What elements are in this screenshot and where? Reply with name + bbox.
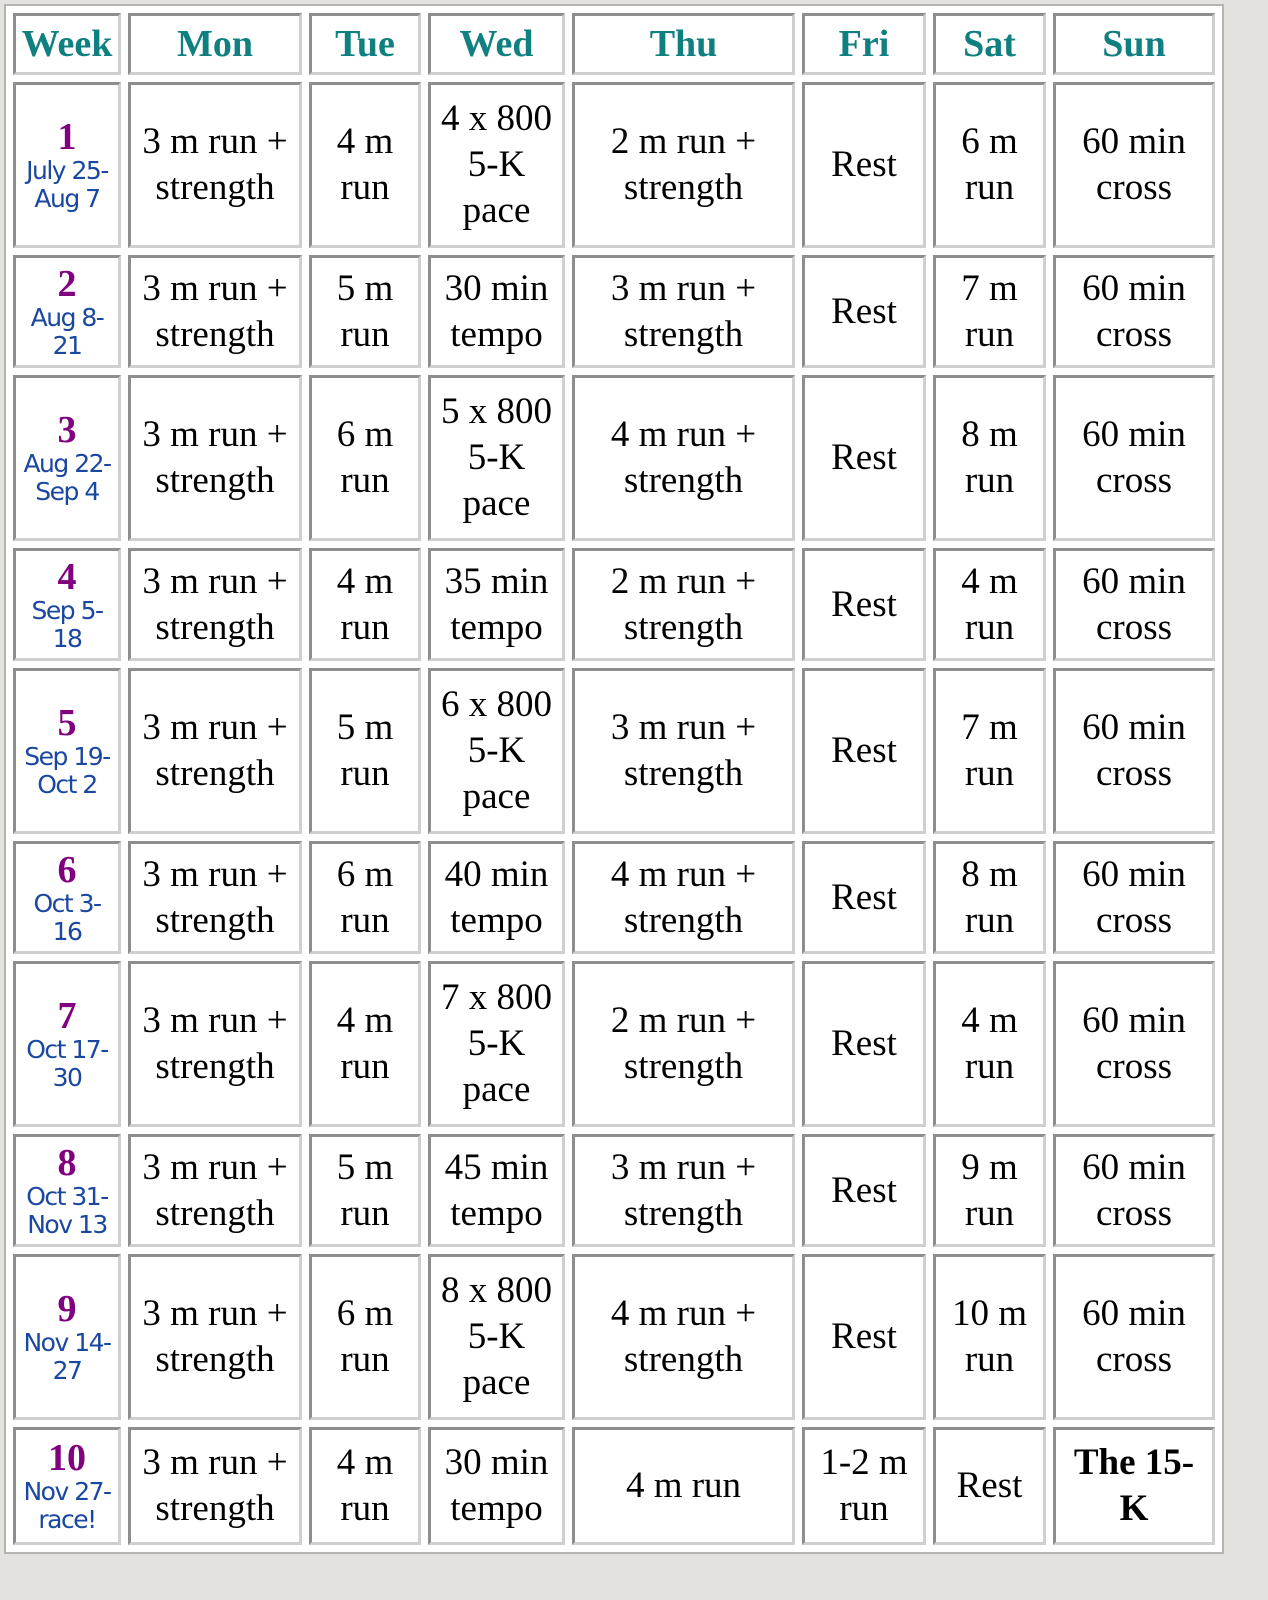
week-dates: Aug 8-21: [30, 302, 104, 360]
week-number: 7: [57, 995, 77, 1037]
workout-cell-thu: 4 m run + strength: [572, 841, 795, 954]
training-schedule-table: [4, 4, 1224, 1554]
week-number: 8: [57, 1141, 77, 1184]
workout-cell-tue: 5 m run: [309, 255, 421, 368]
workout-cell-thu: 4 m run: [572, 1427, 795, 1545]
workout-cell-sat: 4 m run: [933, 548, 1046, 661]
workout-cell-sun: 60 min cross: [1053, 1254, 1215, 1420]
week-dates: Oct 17-30: [26, 1035, 108, 1092]
workout-cell-sun: 60 min cross: [1053, 255, 1215, 368]
week-dates: Sep 19- Oct 2: [24, 742, 110, 799]
week-cell: [13, 961, 121, 1127]
workout-cell-sun: 60 min cross: [1053, 841, 1215, 954]
week-dates: Oct 31- Nov 13: [26, 1181, 108, 1239]
workout-cell-wed: 30 min tempo: [428, 1427, 565, 1545]
week-cell: [13, 375, 121, 541]
workout-cell-sat: 10 m run: [933, 1254, 1046, 1420]
workout-cell-sun: 60 min cross: [1053, 961, 1215, 1127]
workout-cell-fri: Rest: [802, 548, 926, 661]
week-number: 5: [57, 702, 77, 744]
workout-cell-mon: 3 m run + strength: [128, 961, 302, 1127]
week-cell: [13, 548, 121, 661]
workout-cell-wed: 7 x 800 5-K pace: [428, 961, 565, 1127]
week-number: 3: [57, 409, 77, 451]
table-row: [13, 1254, 1215, 1420]
week-cell: [13, 841, 121, 954]
table-row: [13, 375, 1215, 541]
header-week: Week: [13, 13, 121, 75]
workout-cell-sat: 8 m run: [933, 841, 1046, 954]
header-fri: Fri: [802, 13, 926, 75]
week-number: 1: [57, 116, 77, 158]
workout-cell-fri: Rest: [802, 841, 926, 954]
workout-cell-fri: Rest: [802, 82, 926, 248]
workout-cell-fri: 1-2 m run: [802, 1427, 926, 1545]
workout-cell-mon: 3 m run + strength: [128, 1427, 302, 1545]
workout-cell-mon: 3 m run + strength: [128, 668, 302, 834]
workout-cell-tue: 6 m run: [309, 375, 421, 541]
workout-cell-tue: 5 m run: [309, 1134, 421, 1247]
workout-cell-sun: 60 min cross: [1053, 82, 1215, 248]
table-row: [13, 961, 1215, 1127]
workout-cell-tue: 6 m run: [309, 1254, 421, 1420]
workout-cell-sat: Rest: [933, 1427, 1046, 1545]
workout-cell-tue: 4 m run: [309, 1427, 421, 1545]
workout-cell-fri: Rest: [802, 1134, 926, 1247]
workout-cell-thu: 2 m run + strength: [572, 961, 795, 1127]
week-dates: Oct 3-16: [33, 888, 101, 946]
workout-cell-thu: 2 m run + strength: [572, 548, 795, 661]
workout-cell-sun: 60 min cross: [1053, 548, 1215, 661]
workout-cell-mon: 3 m run + strength: [128, 548, 302, 661]
table-row: [13, 668, 1215, 834]
workout-cell-fri: Rest: [802, 961, 926, 1127]
week-cell: [13, 1254, 121, 1420]
workout-cell-fri: Rest: [802, 668, 926, 834]
workout-cell-sat: 6 m run: [933, 82, 1046, 248]
week-number: 10: [48, 1437, 86, 1479]
workout-cell-sun: The 15-K: [1053, 1427, 1215, 1545]
workout-cell-mon: 3 m run + strength: [128, 375, 302, 541]
week-dates: Nov 14-27: [23, 1328, 111, 1385]
workout-cell-tue: 5 m run: [309, 668, 421, 834]
workout-cell-wed: 4 x 800 5-K pace: [428, 82, 565, 248]
workout-cell-wed: 35 min tempo: [428, 548, 565, 661]
week-number: 4: [57, 555, 77, 598]
workout-cell-tue: 6 m run: [309, 841, 421, 954]
workout-cell-wed: 40 min tempo: [428, 841, 565, 954]
workout-cell-wed: 30 min tempo: [428, 255, 565, 368]
workout-cell-thu: 4 m run + strength: [572, 1254, 795, 1420]
workout-cell-wed: 8 x 800 5-K pace: [428, 1254, 565, 1420]
header-sun: Sun: [1053, 13, 1215, 75]
workout-cell-mon: 3 m run + strength: [128, 1134, 302, 1247]
workout-cell-wed: 6 x 800 5-K pace: [428, 668, 565, 834]
week-cell: [13, 255, 121, 368]
workout-cell-sun: 60 min cross: [1053, 668, 1215, 834]
workout-cell-wed: 45 min tempo: [428, 1134, 565, 1247]
workout-cell-thu: 2 m run + strength: [572, 82, 795, 248]
table-row: [13, 1134, 1215, 1247]
table-row: [13, 841, 1215, 954]
workout-cell-sat: 9 m run: [933, 1134, 1046, 1247]
workout-cell-tue: 4 m run: [309, 961, 421, 1127]
workout-cell-mon: 3 m run + strength: [128, 1254, 302, 1420]
week-dates: Nov 27- race!: [23, 1477, 111, 1534]
workout-cell-wed: 5 x 800 5-K pace: [428, 375, 565, 541]
week-dates: Aug 22- Sep 4: [23, 449, 111, 506]
table-row: [13, 82, 1215, 248]
week-number: 2: [57, 262, 77, 305]
workout-cell-sat: 8 m run: [933, 375, 1046, 541]
workout-cell-mon: 3 m run + strength: [128, 841, 302, 954]
workout-cell-thu: 3 m run + strength: [572, 255, 795, 368]
workout-cell-mon: 3 m run + strength: [128, 82, 302, 248]
workout-cell-thu: 3 m run + strength: [572, 1134, 795, 1247]
workout-cell-sun: 60 min cross: [1053, 375, 1215, 541]
table-row: [13, 548, 1215, 661]
workout-cell-fri: Rest: [802, 375, 926, 541]
week-number: 6: [57, 848, 77, 891]
header-sat: Sat: [933, 13, 1046, 75]
header-row: [13, 13, 1215, 75]
workout-cell-sat: 7 m run: [933, 255, 1046, 368]
header-thu: Thu: [572, 13, 795, 75]
week-cell: [13, 668, 121, 834]
week-number: 9: [57, 1288, 77, 1330]
workout-cell-thu: 4 m run + strength: [572, 375, 795, 541]
week-dates: July 25- Aug 7: [26, 156, 108, 213]
header-tue: Tue: [309, 13, 421, 75]
header-wed: Wed: [428, 13, 565, 75]
workout-cell-fri: Rest: [802, 255, 926, 368]
workout-cell-sat: 4 m run: [933, 961, 1046, 1127]
table-row: [13, 255, 1215, 368]
header-mon: Mon: [128, 13, 302, 75]
workout-cell-sun: 60 min cross: [1053, 1134, 1215, 1247]
workout-cell-sat: 7 m run: [933, 668, 1046, 834]
week-dates: Sep 5-18: [31, 595, 103, 653]
week-cell: [13, 1427, 121, 1545]
week-cell: [13, 82, 121, 248]
workout-cell-fri: Rest: [802, 1254, 926, 1420]
workout-cell-mon: 3 m run + strength: [128, 255, 302, 368]
workout-cell-tue: 4 m run: [309, 548, 421, 661]
workout-cell-tue: 4 m run: [309, 82, 421, 248]
workout-cell-thu: 3 m run + strength: [572, 668, 795, 834]
week-cell: [13, 1134, 121, 1247]
table-row: [13, 1427, 1215, 1545]
